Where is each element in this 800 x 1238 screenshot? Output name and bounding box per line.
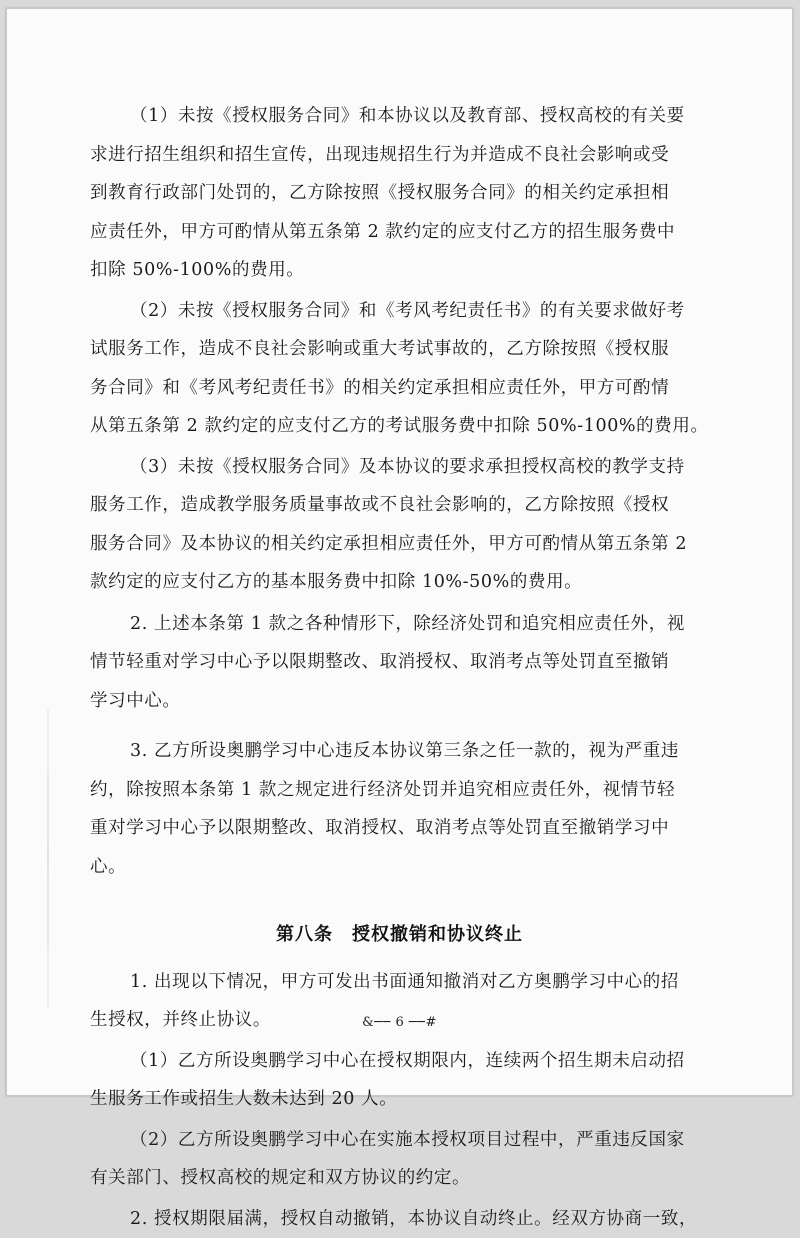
text-line: 扣除 50%-100%的费用。 (7, 251, 685, 290)
text-line: 2. 授权期限届满，授权自动撤销，本协议自动终止。经双方协商一致， (7, 1200, 697, 1238)
text-line: 重对学习中心予以限期整改、取消授权、取消考点等处罚直至撤销学习中 (7, 809, 679, 848)
clause-paragraph (7, 1121, 685, 1198)
text-line: 有关部门、授权高校的规定和双方协议的约定。 (7, 1159, 685, 1198)
article-heading: 第八条 授权撤销和协议终止 (7, 916, 792, 954)
text-line: 款约定的应支付乙方的基本服务费中扣除 10%-50%的费用。 (7, 563, 687, 602)
text-line: 2. 上述本条第 1 款之各种情形下，除经济处罚和追究相应责任外，视 (7, 605, 685, 644)
text-line: 从第五条第 2 款约定的应支付乙方的考试服务费中扣除 50%-100%的费用。 (7, 407, 709, 446)
clause-paragraph (7, 292, 709, 446)
text-line: 心。 (7, 848, 679, 887)
text-line: 到教育行政部门处罚的，乙方除按照《授权服务合同》的相关约定承担相 (7, 174, 685, 213)
text-line: （3）未按《授权服务合同》及本协议的要求承担授权高校的教学支持 (7, 448, 687, 487)
text-line: （2）未按《授权服务合同》和《考风考纪责任书》的有关要求做好考 (7, 292, 709, 331)
text-line: 生授权，并终止协议。 (7, 1001, 679, 1040)
text-line: 情节轻重对学习中心予以限期整改、取消授权、取消考点等处罚直至撤销 (7, 643, 685, 682)
text-line: 应责任外，甲方可酌情从第五条第 2 款约定的应支付乙方的招生服务费中 (7, 213, 685, 252)
text-line: （1）乙方所设奥鹏学习中心在授权期限内，连续两个招生期未启动招 (7, 1042, 685, 1081)
clause-paragraph (7, 605, 685, 721)
text-line: 服务工作，造成教学服务质量事故或不良社会影响的，乙方除按照《授权 (7, 486, 687, 525)
text-line: （1）未按《授权服务合同》和本协议以及教育部、授权高校的有关要 (7, 97, 685, 136)
text-line: 务合同》和《考风考纪责任书》的相关约定承担相应责任外，甲方可酌情 (7, 369, 709, 408)
text-line: 3. 乙方所设奥鹏学习中心违反本协议第三条之任一款的，视为严重违 (7, 732, 679, 771)
clause-paragraph (7, 448, 687, 602)
clause-paragraph (7, 732, 679, 886)
clause-paragraph (7, 1200, 697, 1238)
clause-paragraph (7, 963, 679, 1040)
text-line: 服务合同》及本协议的相关约定承担相应责任外，甲方可酌情从第五条第 2 (7, 525, 687, 564)
text-line: 试服务工作，造成不良社会影响或重大考试事故的，乙方除按照《授权服 (7, 330, 709, 369)
clause-paragraph (7, 97, 685, 290)
text-line: （2）乙方所设奥鹏学习中心在实施本授权项目过程中，严重违反国家 (7, 1121, 685, 1160)
scanned-page (6, 8, 793, 1096)
clause-paragraph (7, 1042, 685, 1119)
text-line: 求进行招生组织和招生宣传，出现违规招生行为并造成不良社会影响或受 (7, 136, 685, 175)
text-line: 生服务工作或招生人数未达到 20 人。 (7, 1080, 685, 1119)
text-line: 学习中心。 (7, 682, 685, 721)
page-number: &── 6 ──# (7, 1015, 792, 1030)
text-line: 约，除按照本条第 1 款之规定进行经济处罚并追究相应责任外，视情节轻 (7, 771, 679, 810)
text-line: 1. 出现以下情况，甲方可发出书面通知撤消对乙方奥鹏学习中心的招 (7, 963, 679, 1002)
